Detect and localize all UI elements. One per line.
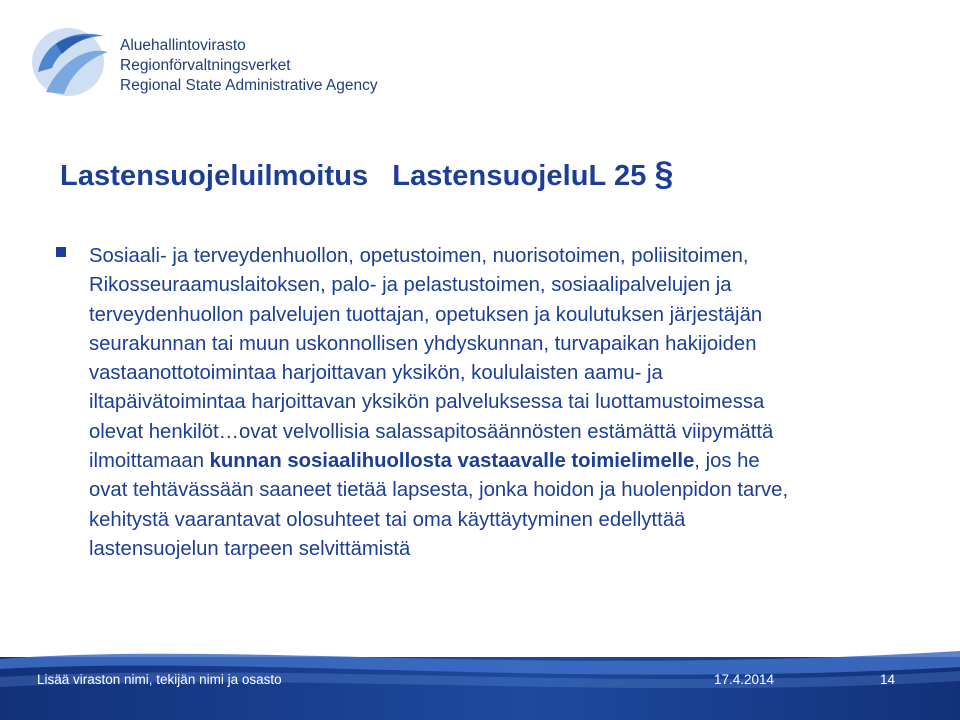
- slide-title-law: LastensuojeluL 25: [392, 160, 647, 192]
- page-number: 14: [880, 672, 896, 687]
- body-line: ovat tehtävässään saaneet tietää lapsesta, jonka hoidon ja huolenpidon tarve,: [89, 479, 789, 502]
- brand-name-en: Regional State Administrative Agency: [120, 77, 378, 94]
- agency-logo-icon: [30, 22, 110, 100]
- brand-name-sv: Regionförvaltningsverket: [120, 57, 291, 74]
- body-line: terveydenhuollon palvelujen tuottajan, opetuksen ja koulutuksen järjestäjän: [89, 303, 763, 326]
- footer-info: Lisää viraston nimi, tekijän nimi ja osasto: [37, 672, 282, 687]
- body-line-post: , jos he: [694, 450, 760, 473]
- footer-bar: [0, 647, 960, 720]
- agency-logo: [30, 22, 378, 100]
- body-line: Rikosseuraamuslaitoksen, palo- ja pelastustoimen, sosiaalipalvelujen ja: [89, 274, 732, 297]
- body-paragraph: [89, 242, 949, 564]
- body-line: Sosiaali- ja terveydenhuollon, opetustoimen, nuorisotoimen, poliisitoimen,: [89, 245, 749, 267]
- slide-title-main: Lastensuojeluilmoitus: [60, 160, 369, 192]
- brand-name-fi: Aluehallintovirasto: [120, 37, 246, 54]
- body-line: kehitystä vaarantavat olosuhteet tai oma käyttäytyminen edellyttää: [89, 508, 686, 531]
- slide-title: [60, 155, 673, 194]
- body-line: olevat henkilöt…ovat velvollisia salassapitosäännösten estämättä viipymättä: [89, 420, 774, 443]
- body-bold-authority: kunnan sosiaalihuollosta vastaavalle toimielimelle: [209, 450, 695, 473]
- footer-date: 17.4.2014: [714, 672, 775, 687]
- bullet-square-icon: [56, 247, 66, 257]
- body-line: vastaanottotoimintaa harjoittavan yksikön, koululaisten aamu- ja: [89, 362, 663, 385]
- body-line-pre: ilmoittamaan: [89, 450, 210, 473]
- slide-title-section: §: [654, 155, 674, 193]
- body-line: lastensuojelun tarpeen selvittämistä: [89, 537, 411, 560]
- body-line: seurakunnan tai muun uskonnollisen yhdyskunnan, turvapaikan hakijoiden: [89, 332, 757, 355]
- body-line-emphasis: [89, 447, 949, 476]
- body-line: iltapäivätoimintaa harjoittavan yksikön palveluksessa tai luottamustoimessa: [89, 391, 765, 414]
